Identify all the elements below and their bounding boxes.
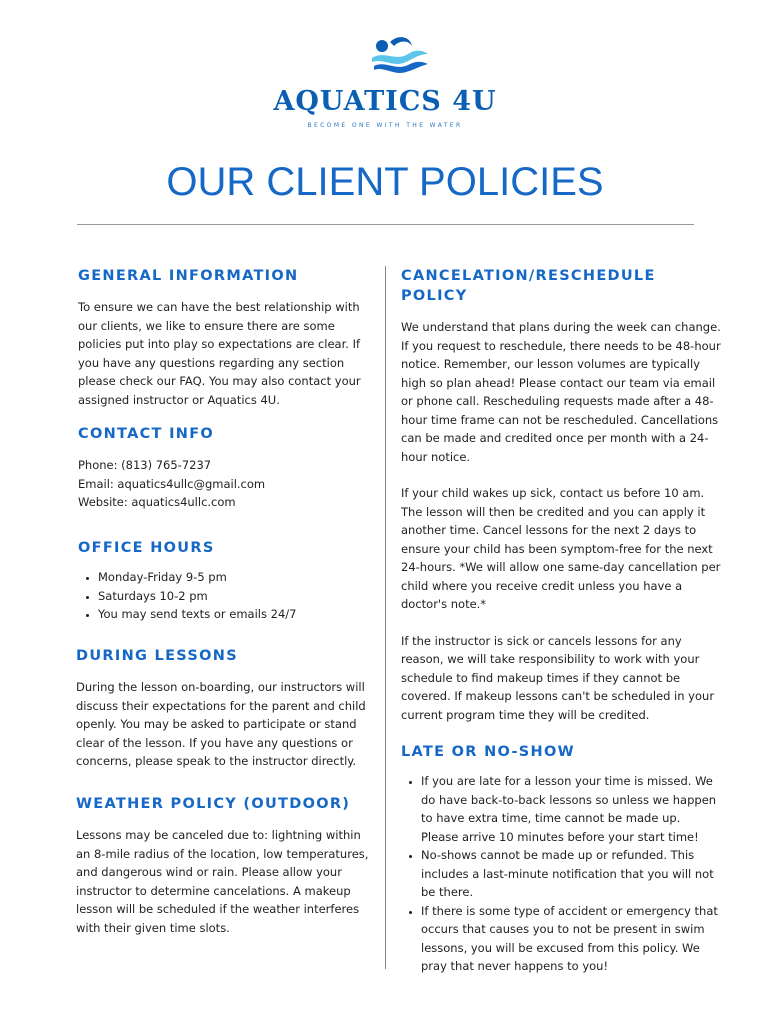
list-item: • If you are late for a lesson your time is missed. We do have back-to-back lessons so unless we happen to have extra time, time cannot be made up. Please arrive 10 minutes before your start time! — [421, 772, 721, 846]
list-item: • Monday-Friday 9-5 pm — [98, 568, 374, 587]
section-heading-contact: CONTACT INFO — [78, 426, 215, 442]
brand-tagline: BECOME ONE WITH THE WATER — [307, 122, 463, 129]
during-lessons-body: During the lesson on-boarding, our instructors will discuss their expectations for the parent and child openly. You may be asked to participate or stand clear of the lesson. If you have any questions or concerns, please speak to the instructor directly. — [76, 680, 366, 768]
column-divider — [385, 266, 386, 969]
section-heading-late: LATE OR NO-SHOW — [401, 744, 575, 760]
weather-policy-body: Lessons may be canceled due to: lightning within an 8-mile radius of the location, low temperatures, and dangerous wind or rain. Please allow your instructor to determine cancelations. A makeup lesson will be scheduled if the weather interferes with their given time slots. — [76, 828, 369, 935]
contact-website: Website: aquatics4ullc.com — [78, 495, 236, 509]
contact-email: Email: aquatics4ullc@gmail.com — [78, 476, 266, 491]
section-heading-during-lessons: DURING LESSONS — [76, 648, 238, 664]
office-hours-section — [78, 538, 374, 624]
contact-details — [78, 456, 374, 512]
section-heading-cancelation: CANCELATION/RESCHEDULE POLICY — [401, 268, 656, 304]
swimmer-wave-icon — [370, 32, 430, 76]
list-item: • You may send texts or emails 24/7 — [98, 605, 374, 624]
contact-phone: Phone: (813) 765-7237 — [78, 458, 212, 472]
cancelation-paragraph-1: We understand that plans during the week can change. If you request to reschedule, there needs to be 48-hour notice. Remember, our lesson volumes are typically high so plan ahead! Please contact our team via email or phone call. Rescheduling requests made after a 48-hour time frame can not be rescheduled. Cancellations can be made and credited once per month with a 24-hour notice. — [401, 320, 721, 464]
late-no-show-section — [401, 742, 721, 976]
general-information-body: To ensure we can have the best relationship with our clients, we like to ensure there are some policies put into play so expectations are clear. If you have any questions regarding any section please check our FAQ. You may also contact your assigned instructor or Aquatics 4U. — [78, 300, 361, 407]
section-heading-office-hours: OFFICE HOURS — [78, 540, 215, 556]
general-information-section — [78, 266, 374, 409]
cancelation-paragraph-3: If the instructor is sick or cancels lessons for any reason, we will take responsibility to work with your schedule to find makeup times if they cannot be covered. If makeup lessons can't be scheduled in your current program time they will be credited. — [401, 633, 715, 722]
brand-logo — [270, 32, 500, 132]
list-item: • Saturdays 10-2 pm — [98, 587, 374, 606]
weather-policy-section — [76, 794, 372, 937]
brand-name: AQUATICS 4U — [273, 86, 497, 117]
section-heading-weather: WEATHER POLICY (OUTDOOR) — [76, 796, 351, 812]
late-no-show-list — [401, 772, 721, 976]
cancelation-paragraph-2: If your child wakes up sick, contact us before 10 am. The lesson will then be credited and you can apply it another time. Cancel lessons for the next 2 days to ensure your child has been symptom-free for the next 24-hours. *We will allow one same-day cancellation per child where you receive credit unless you have a doctor's note.* — [401, 486, 721, 611]
list-item: • If there is some type of accident or emergency that occurs that causes you to not be present in swim lessons, you will be excused from this policy. We pray that never happens to you! — [421, 902, 721, 976]
title-divider — [77, 224, 694, 225]
during-lessons-section — [76, 646, 372, 771]
office-hours-list — [78, 568, 374, 624]
contact-info-section — [78, 424, 374, 512]
cancelation-section — [401, 266, 721, 724]
list-item: • No-shows cannot be made up or refunded. This includes a last-minute notification that you will not be there. — [421, 846, 721, 902]
page-title: OUR CLIENT POLICIES — [166, 160, 604, 204]
section-heading-general: GENERAL INFORMATION — [78, 268, 299, 284]
